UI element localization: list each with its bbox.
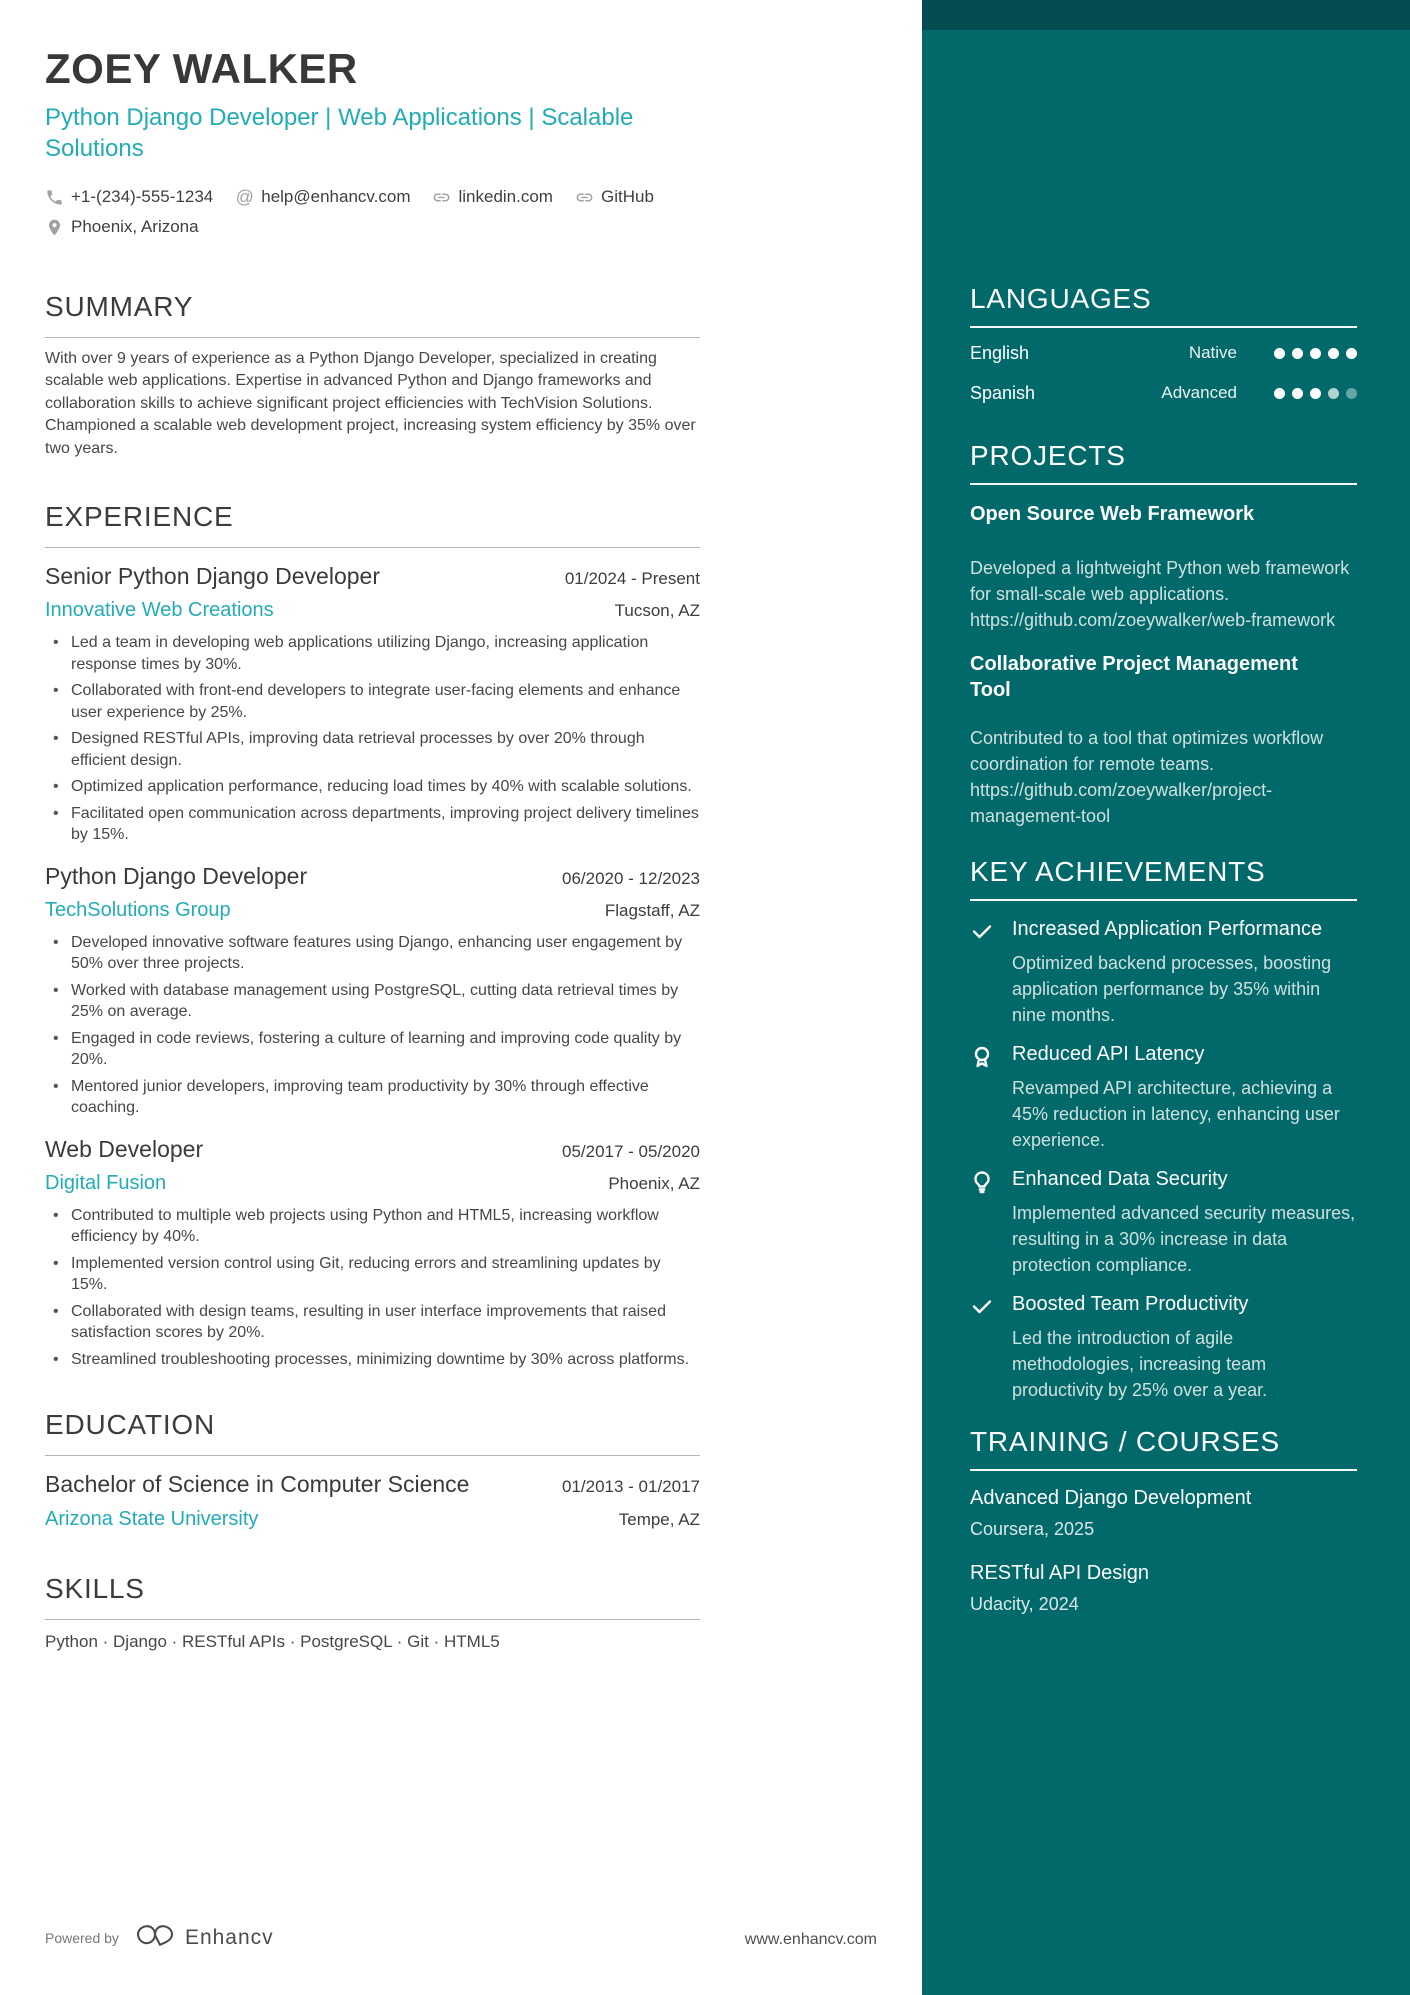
language-name: Spanish — [970, 383, 1036, 403]
job-company: Innovative Web Creations — [45, 599, 274, 622]
course-title: Advanced Django Development — [970, 1487, 1252, 1509]
job-bullet: • Collaborated with design teams, resulting in user interface improvements that raised satisfaction scores by 20%. — [45, 1301, 700, 1344]
enhancv-logo-icon — [135, 1922, 175, 1953]
check-icon — [970, 1292, 1012, 1403]
enhancv-brand[interactable] — [135, 1922, 274, 1953]
job-location: Phoenix, AZ — [608, 1173, 700, 1193]
achievement-description: Optimized backend processes, boosting application performance by 35% within nine months. — [1012, 953, 1332, 1025]
education-heading: EDUCATION — [45, 1409, 216, 1441]
education-dates: 01/2013 - 01/2017 — [561, 1477, 700, 1497]
enhancv-wordmark: Enhancv — [184, 1925, 274, 1949]
course-entry — [970, 1485, 1357, 1542]
achievement-title: Boosted Team Productivity — [1012, 1293, 1249, 1315]
skills-list: Python · Django · RESTful APIs · PostgreSQL · Git · HTML5 — [45, 1632, 500, 1652]
achievement-title: Enhanced Data Security — [1012, 1168, 1228, 1190]
training-heading: TRAINING / COURSES — [970, 1426, 1280, 1457]
achievement-description: Led the introduction of agile methodologies, increasing team productivity by 25% over a year. — [1012, 1328, 1268, 1400]
job-bullet: • Streamlined troubleshooting processes, minimizing downtime by 30% across platforms. — [45, 1349, 700, 1371]
candidate-headline: Python Django Developer | Web Applications | Scalable Solutions — [45, 104, 634, 162]
language-level: Advanced — [1161, 383, 1237, 402]
job-location: Flagstaff, AZ — [604, 900, 700, 920]
job-entry — [45, 862, 700, 1119]
contact-linkedin[interactable] — [432, 184, 553, 210]
project-url[interactable]: https://github.com/zoeywalker/project-management-tool — [970, 780, 1273, 826]
contact-location — [45, 214, 199, 240]
at-icon: @ — [235, 187, 254, 207]
phone-icon — [45, 188, 64, 207]
experience-heading: EXPERIENCE — [45, 501, 234, 533]
job-bullets — [45, 1205, 700, 1371]
job-bullet: • Designed RESTful APIs, improving data retrieval processes by over 20% through efficient design. — [45, 728, 700, 771]
summary-heading: SUMMARY — [45, 291, 194, 322]
languages-heading: LANGUAGES — [970, 283, 1152, 314]
job-bullet: • Contributed to multiple web projects using Python and HTML5, increasing workflow efficiency by 40%. — [45, 1205, 700, 1248]
footer-branding — [45, 1922, 274, 1953]
languages-divider — [970, 326, 1357, 328]
course-provider: Coursera, 2025 — [970, 1519, 1095, 1539]
job-title: Senior Python Django Developer — [45, 563, 380, 590]
contact-phone — [45, 184, 213, 210]
project-entry — [970, 501, 1357, 633]
job-title: Python Django Developer — [45, 862, 308, 889]
project-url[interactable]: https://github.com/zoeywalker/web-framework — [970, 610, 1336, 630]
project-title: Collaborative Project Management Tool — [970, 653, 1298, 701]
education-divider — [45, 1455, 700, 1456]
skills-divider — [45, 1619, 700, 1620]
job-bullet: • Facilitated open communication across departments, improving project delivery timelines by 15%. — [45, 803, 700, 846]
language-level-dots — [1267, 348, 1357, 359]
job-entry — [45, 562, 700, 846]
achievement-item — [970, 1042, 1357, 1153]
education-location: Tempe, AZ — [618, 1510, 700, 1530]
achievement-title: Increased Application Performance — [1012, 918, 1323, 940]
contact-github-text[interactable]: GitHub — [600, 187, 654, 206]
link-icon — [432, 188, 451, 207]
medal-icon — [970, 1042, 1012, 1153]
contact-linkedin-text[interactable]: linkedin.com — [458, 187, 553, 206]
project-description: Contributed to a tool that optimizes workflow coordination for remote teams. — [970, 728, 1324, 774]
projects-divider — [970, 483, 1357, 485]
job-bullet: • Led a team in developing web applications utilizing Django, increasing application response times by 30%. — [45, 632, 700, 675]
powered-by-label: Powered by — [45, 1929, 119, 1946]
language-level-dots — [1267, 388, 1357, 399]
contact-github[interactable] — [575, 184, 654, 210]
job-bullets — [45, 932, 700, 1119]
job-dates: 06/2020 - 12/2023 — [561, 868, 700, 888]
contact-email-text[interactable]: help@enhancv.com — [261, 187, 411, 206]
lightbulb-icon — [970, 1167, 1012, 1278]
achievement-title: Reduced API Latency — [1012, 1043, 1205, 1065]
sidebar — [922, 0, 1410, 1995]
language-name: English — [970, 343, 1030, 363]
job-bullet: • Engaged in code reviews, fostering a culture of learning and improving code quality by 20%. — [45, 1028, 700, 1071]
project-title: Open Source Web Framework — [970, 503, 1255, 525]
summary-text: With over 9 years of experience as a Python Django Developer, specialized in creating scalable web applications. Expertise in advanced Python and Django frameworks and collaboration skills to achieve significant project efficiencies with TechVision Solutions. Championed a scalable web development project, increasing system efficiency by 35% over two years. — [45, 350, 696, 457]
job-bullet: • Mentored junior developers, improving team productivity by 30% through effective coaching. — [45, 1076, 700, 1119]
job-bullet: • Worked with database management using PostgreSQL, cutting data retrieval times by 25% on average. — [45, 980, 700, 1023]
contact-email[interactable] — [235, 184, 410, 210]
language-row — [970, 380, 1357, 406]
achievement-item — [970, 1167, 1357, 1278]
achievement-description: Revamped API architecture, achieving a 45% reduction in latency, enhancing user experience. — [1012, 1078, 1340, 1150]
job-dates: 01/2024 - Present — [564, 569, 700, 589]
job-title: Web Developer — [45, 1135, 204, 1162]
course-entry — [970, 1560, 1357, 1617]
training-divider — [970, 1469, 1357, 1471]
job-location: Tucson, AZ — [614, 601, 700, 621]
contact-location-text: Phoenix, Arizona — [71, 217, 199, 236]
job-dates: 05/2017 - 05/2020 — [561, 1141, 700, 1161]
project-description: Developed a lightweight Python web framework for small-scale web applications. — [970, 558, 1350, 604]
course-title: RESTful API Design — [970, 1562, 1149, 1584]
link-icon — [575, 188, 594, 207]
course-provider: Udacity, 2024 — [970, 1594, 1079, 1614]
website-url[interactable]: www.enhancv.com — [744, 1931, 877, 1948]
job-bullet: • Optimized application performance, reducing load times by 40% with scalable solutions. — [45, 776, 700, 798]
job-entry — [45, 1135, 700, 1371]
contact-bar — [45, 184, 700, 240]
projects-heading: PROJECTS — [970, 440, 1126, 471]
project-entry — [970, 651, 1357, 829]
contact-phone-text: +1-(234)-555-1234 — [71, 187, 214, 206]
experience-divider — [45, 547, 700, 548]
sidebar-top-band — [922, 0, 1410, 30]
language-level: Native — [1188, 343, 1237, 362]
location-icon — [45, 218, 64, 237]
job-bullet: • Developed innovative software features using Django, enhancing user engagement by 50% over three projects. — [45, 932, 700, 975]
check-icon — [970, 917, 1012, 1028]
achievement-description: Implemented advanced security measures, resulting in a 30% increase in data protection compliance. — [1012, 1203, 1356, 1275]
achievement-item — [970, 1292, 1357, 1403]
job-company: TechSolutions Group — [45, 898, 231, 921]
job-bullet: • Collaborated with front-end developers to integrate user-facing elements and enhance user experience by 25%. — [45, 680, 700, 723]
achievements-divider — [970, 899, 1357, 901]
education-degree: Bachelor of Science in Computer Science — [45, 1471, 470, 1498]
job-bullet: • Implemented version control using Git, reducing errors and streamlining updates by 15%. — [45, 1253, 700, 1296]
job-company: Digital Fusion — [45, 1171, 167, 1194]
education-school: Arizona State University — [45, 1508, 259, 1531]
skills-heading: SKILLS — [45, 1573, 145, 1605]
candidate-name: ZOEY WALKER — [45, 45, 358, 92]
achievements-heading: KEY ACHIEVEMENTS — [970, 856, 1266, 887]
summary-divider — [45, 337, 700, 338]
achievement-item — [970, 917, 1357, 1028]
job-bullets — [45, 632, 700, 846]
language-row — [970, 340, 1357, 366]
